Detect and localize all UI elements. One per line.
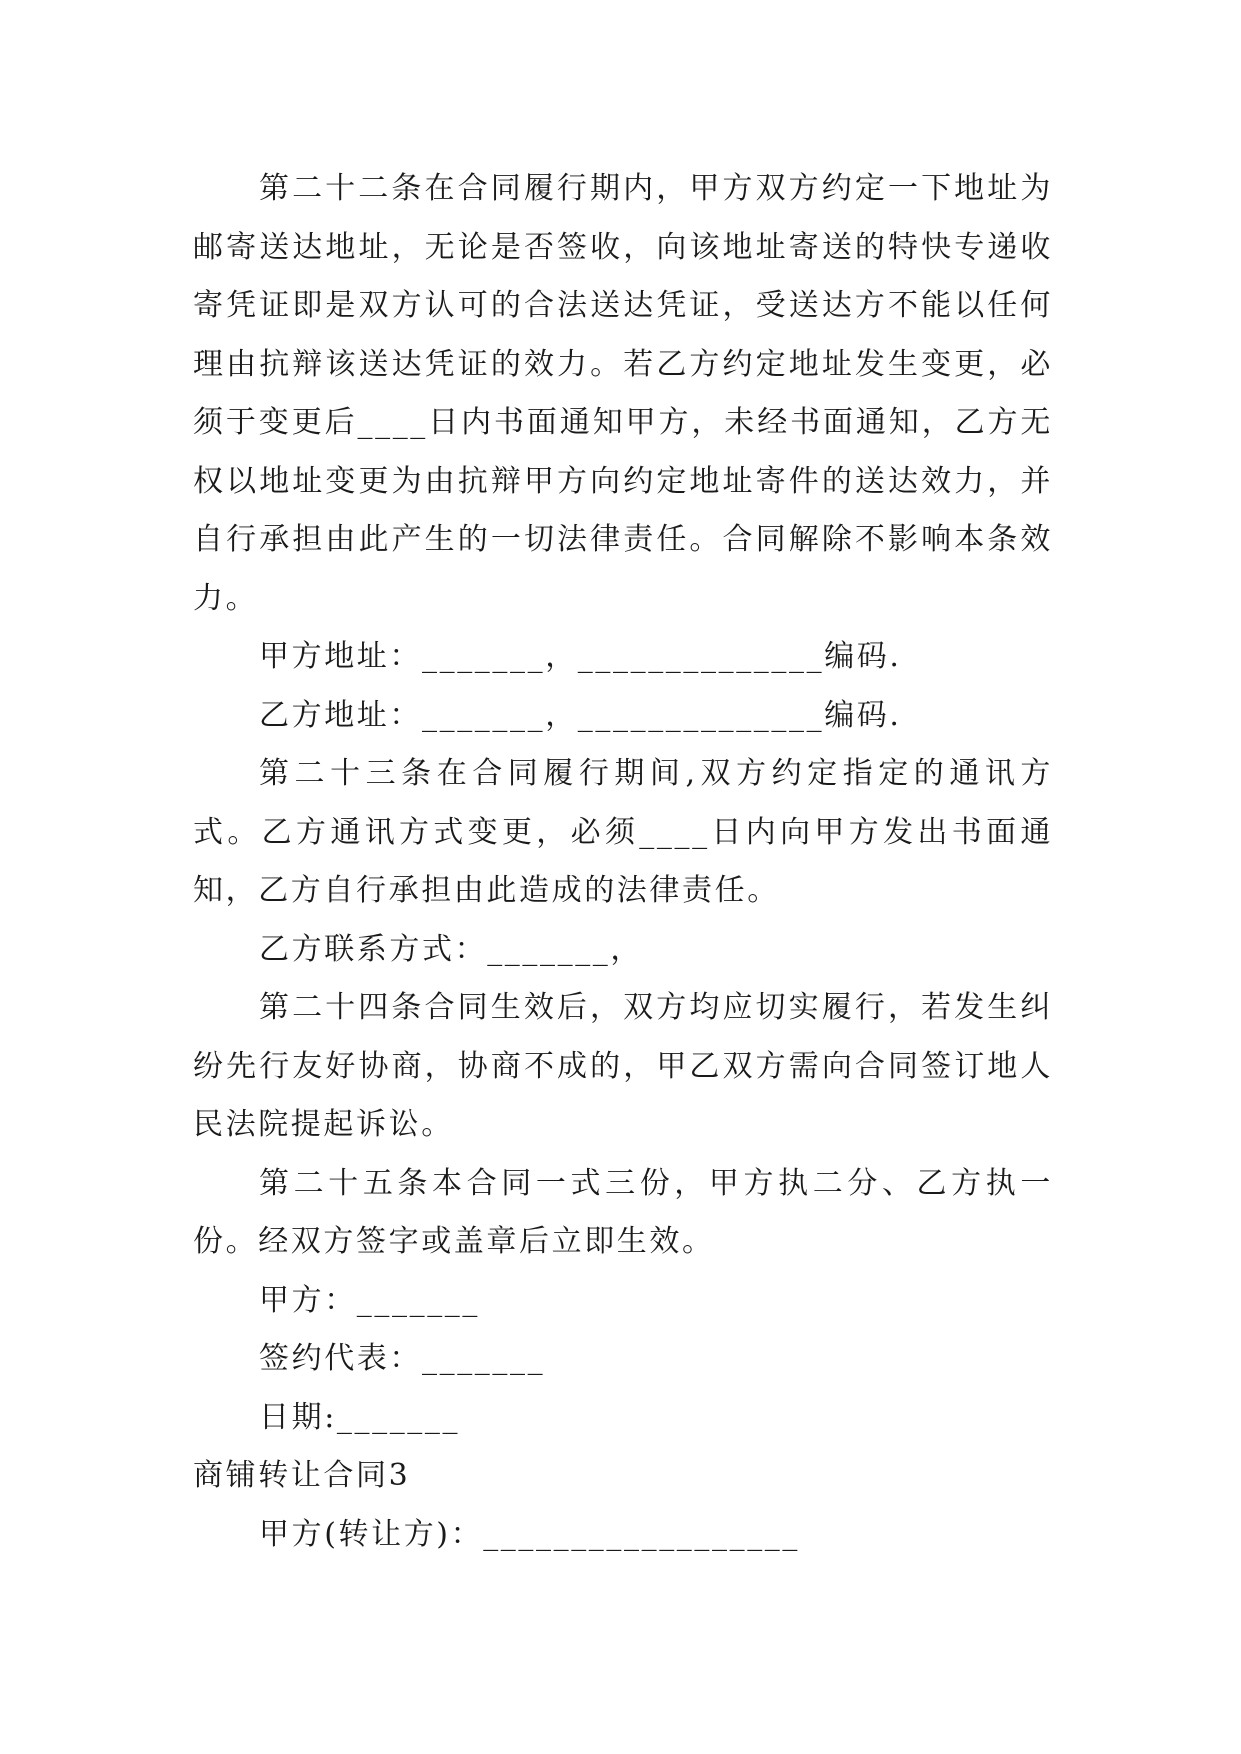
party-a-transferor-line: 甲方(转让方)：__________________ bbox=[259, 1516, 801, 1552]
section-title: 商铺转让合同3 bbox=[193, 1458, 411, 1493]
party-a-address-line: 甲方地址：_______，______________编码. bbox=[259, 639, 902, 674]
article-23: 第二十三条在合同履行期间,双方约定指定的通讯方式。乙方通讯方式变更，必须____日内向甲方发出书面通知，乙方自行承担由此造成的法律责任。 bbox=[193, 756, 1053, 908]
party-b-contact-line: 乙方联系方式：_______， bbox=[259, 931, 643, 967]
article-25: 第二十五条本合同一式三份，甲方执二分、乙方执一份。经双方签字或盖章后立即生效。 bbox=[193, 1165, 1053, 1259]
party-a-signature-line: 甲方：_______ bbox=[259, 1282, 480, 1318]
signing-representative-line: 签约代表：_______ bbox=[259, 1341, 546, 1376]
document-body bbox=[193, 160, 1053, 1564]
article-24: 第二十四条合同生效后，双方均应切实履行，若发生纠纷先行友好协商，协商不成的，甲乙双方需向合同签订地人民法院提起诉讼。 bbox=[193, 990, 1053, 1142]
article-22: 第二十二条在合同履行期内，甲方双方约定一下地址为邮寄送达地址，无论是否签收，向该地址寄送的特快专递收寄凭证即是双方认可的合法送达凭证，受送达方不能以任何理由抗辩该送达凭证的效力。若乙方约定地址发生变更，必须于变更后____日内书面通知甲方，未经书面通知，乙方无权以地址变更为由抗辩甲方向约定地址寄件的送达效力，并自行承担由此产生的一切法律责任。合同解除不影响本条效力。 bbox=[193, 171, 1053, 616]
date-line: 日期:_______ bbox=[259, 1399, 461, 1435]
party-b-address-line: 乙方地址：_______，______________编码. bbox=[259, 697, 902, 733]
